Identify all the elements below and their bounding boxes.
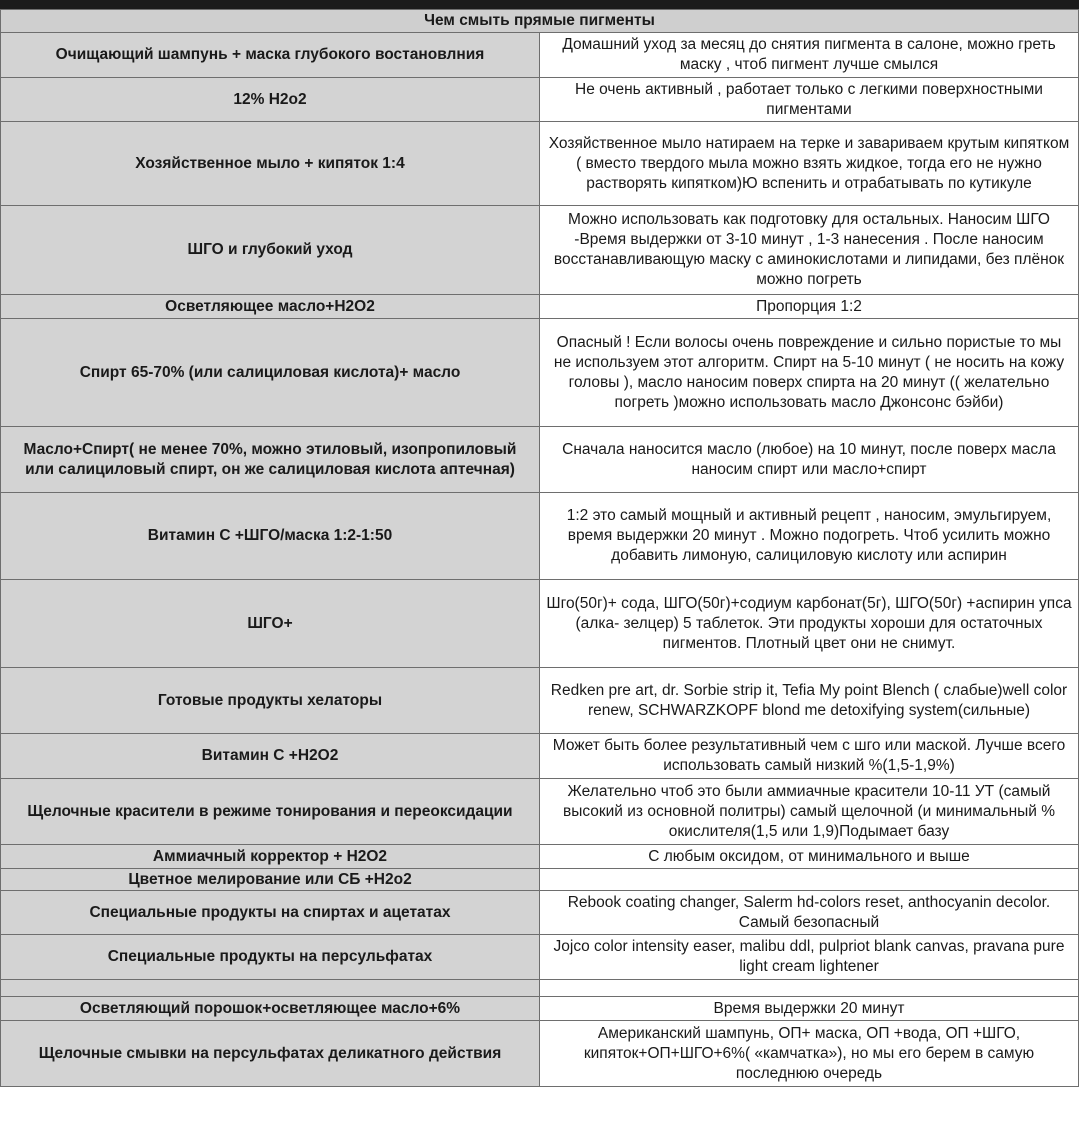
description-cell: 1:2 это самый мощный и активный рецепт , наносим, эмульгируем, время выдержки 20 минут . Можно подогреть. Чтоб усилить можно добавить лимоную, салициловую кислоту или аспирин <box>540 493 1079 580</box>
description-cell: Не очень активный , работает только с легкими поверхностными пигментами <box>540 78 1079 122</box>
method-cell: Спирт 65-70% (или салициловая кислота)+ масло <box>1 319 540 427</box>
pigment-removal-table <box>0 9 1079 1087</box>
table-row <box>1 78 1079 122</box>
table-row <box>1 935 1079 980</box>
top-bar <box>0 0 1079 9</box>
table-row <box>1 33 1079 78</box>
description-cell: Rebook coating changer, Salerm hd-colors reset, anthocyanin decolor. Самый безопасный <box>540 891 1079 935</box>
description-cell <box>540 980 1079 997</box>
description-cell: С любым оксидом, от минимального и выше <box>540 845 1079 869</box>
method-cell: Очищающий шампунь + маска глубокого востановлния <box>1 33 540 78</box>
method-cell: Цветное мелирование или СБ +H2o2 <box>1 869 540 891</box>
method-cell: Щелочные красители в режиме тонирования и переоксидации <box>1 779 540 845</box>
method-cell: Витамин С +ШГО/маска 1:2-1:50 <box>1 493 540 580</box>
table-row <box>1 779 1079 845</box>
description-cell: Может быть более результативный чем с шго или маской. Лучше всего использовать самый низкий %(1,5-1,9%) <box>540 734 1079 779</box>
description-cell: Хозяйственное мыло натираем на терке и завариваем крутым кипятком ( вместо твердого мыла можно взять жидкое, тогда его не нужно растворять кипятком)Ю вспенить и отрабатывать по кутикуле <box>540 122 1079 206</box>
description-cell: Американский шампунь, ОП+ маска, ОП +вода, ОП +ШГО, кипяток+ОП+ШГО+6%( «камчатка»), но мы его берем в самую последнюю очередь <box>540 1021 1079 1087</box>
method-cell: Хозяйственное мыло + кипяток 1:4 <box>1 122 540 206</box>
method-cell: Специальные продукты на спиртах и ацетатах <box>1 891 540 935</box>
method-cell: 12% H2o2 <box>1 78 540 122</box>
method-cell: Масло+Спирт( не менее 70%, можно этиловый, изопропиловый или салициловый спирт, он же салициловая кислота аптечная) <box>1 427 540 493</box>
method-cell: Специальные продукты на персульфатах <box>1 935 540 980</box>
method-cell: Щелочные смывки на персульфатах деликатного действия <box>1 1021 540 1087</box>
table-row <box>1 493 1079 580</box>
table-row <box>1 580 1079 668</box>
method-cell: ШГО+ <box>1 580 540 668</box>
method-cell: ШГО и глубокий уход <box>1 206 540 295</box>
method-cell: Осветляющий порошок+осветляющее масло+6% <box>1 997 540 1021</box>
description-cell: Домашний уход за месяц до снятия пигмента в салоне, можно греть маску , чтоб пигмент лучше смылся <box>540 33 1079 78</box>
table-row <box>1 845 1079 869</box>
table-row <box>1 295 1079 319</box>
table-row <box>1 122 1079 206</box>
table-row-empty <box>1 980 1079 997</box>
description-cell: Опасный ! Если волосы очень повреждение и сильно пористые то мы не используем этот алгоритм. Спирт на 5-10 минут ( не носить на кожу головы ), масло наносим поверх спирта на 20 минут (( желательно погреть )можно использовать масло Джонсонс бэйби) <box>540 319 1079 427</box>
table-row <box>1 319 1079 427</box>
table-row <box>1 734 1079 779</box>
description-cell: Jojco color intensity easer, malibu ddl, pulpriot blank canvas, pravana pure light cream lightener <box>540 935 1079 980</box>
table-row <box>1 427 1079 493</box>
description-cell: Пропорция 1:2 <box>540 295 1079 319</box>
table-row <box>1 891 1079 935</box>
table-row <box>1 1021 1079 1087</box>
description-cell: Можно использовать как подготовку для остальных. Наносим ШГО -Время выдержки от 3-10 минут , 1-3 нанесения . После наносим восстанавливающую маску с аминокислотами и липидами, без плёнок можно погреть <box>540 206 1079 295</box>
method-cell: Осветляющее масло+H2O2 <box>1 295 540 319</box>
method-cell <box>1 980 540 997</box>
table-row <box>1 997 1079 1021</box>
description-cell <box>540 869 1079 891</box>
method-cell: Витамин С +H2O2 <box>1 734 540 779</box>
table-row <box>1 206 1079 295</box>
method-cell: Готовые продукты хелаторы <box>1 668 540 734</box>
description-cell: Время выдержки 20 минут <box>540 997 1079 1021</box>
table-header-row <box>1 10 1079 33</box>
description-cell: Сначала наносится масло (любое) на 10 минут, после поверх масла наносим спирт или масло+спирт <box>540 427 1079 493</box>
method-cell: Аммиачный корректор + H2O2 <box>1 845 540 869</box>
description-cell: Желательно чтоб это были аммиачные красители 10-11 УТ (самый высокий из основной политры) самый щелочной (и минимальный % окислителя(1,5 или 1,9)Подымает базу <box>540 779 1079 845</box>
table-row <box>1 668 1079 734</box>
table-row <box>1 869 1079 891</box>
table-title: Чем смыть прямые пигменты <box>1 10 1079 33</box>
description-cell: Redken pre art, dr. Sorbie strip it, Tefia My point Blench ( слабые)well color renew, SCHWARZKOPF blond me detoxifying system(сильные) <box>540 668 1079 734</box>
description-cell: Шго(50г)+ сода, ШГО(50г)+содиум карбонат(5г), ШГО(50г) +аспирин упса (алка- зелцер) 5 таблеток. Эти продукты хороши для остаточных пигментов. Плотный цвет они не снимут. <box>540 580 1079 668</box>
